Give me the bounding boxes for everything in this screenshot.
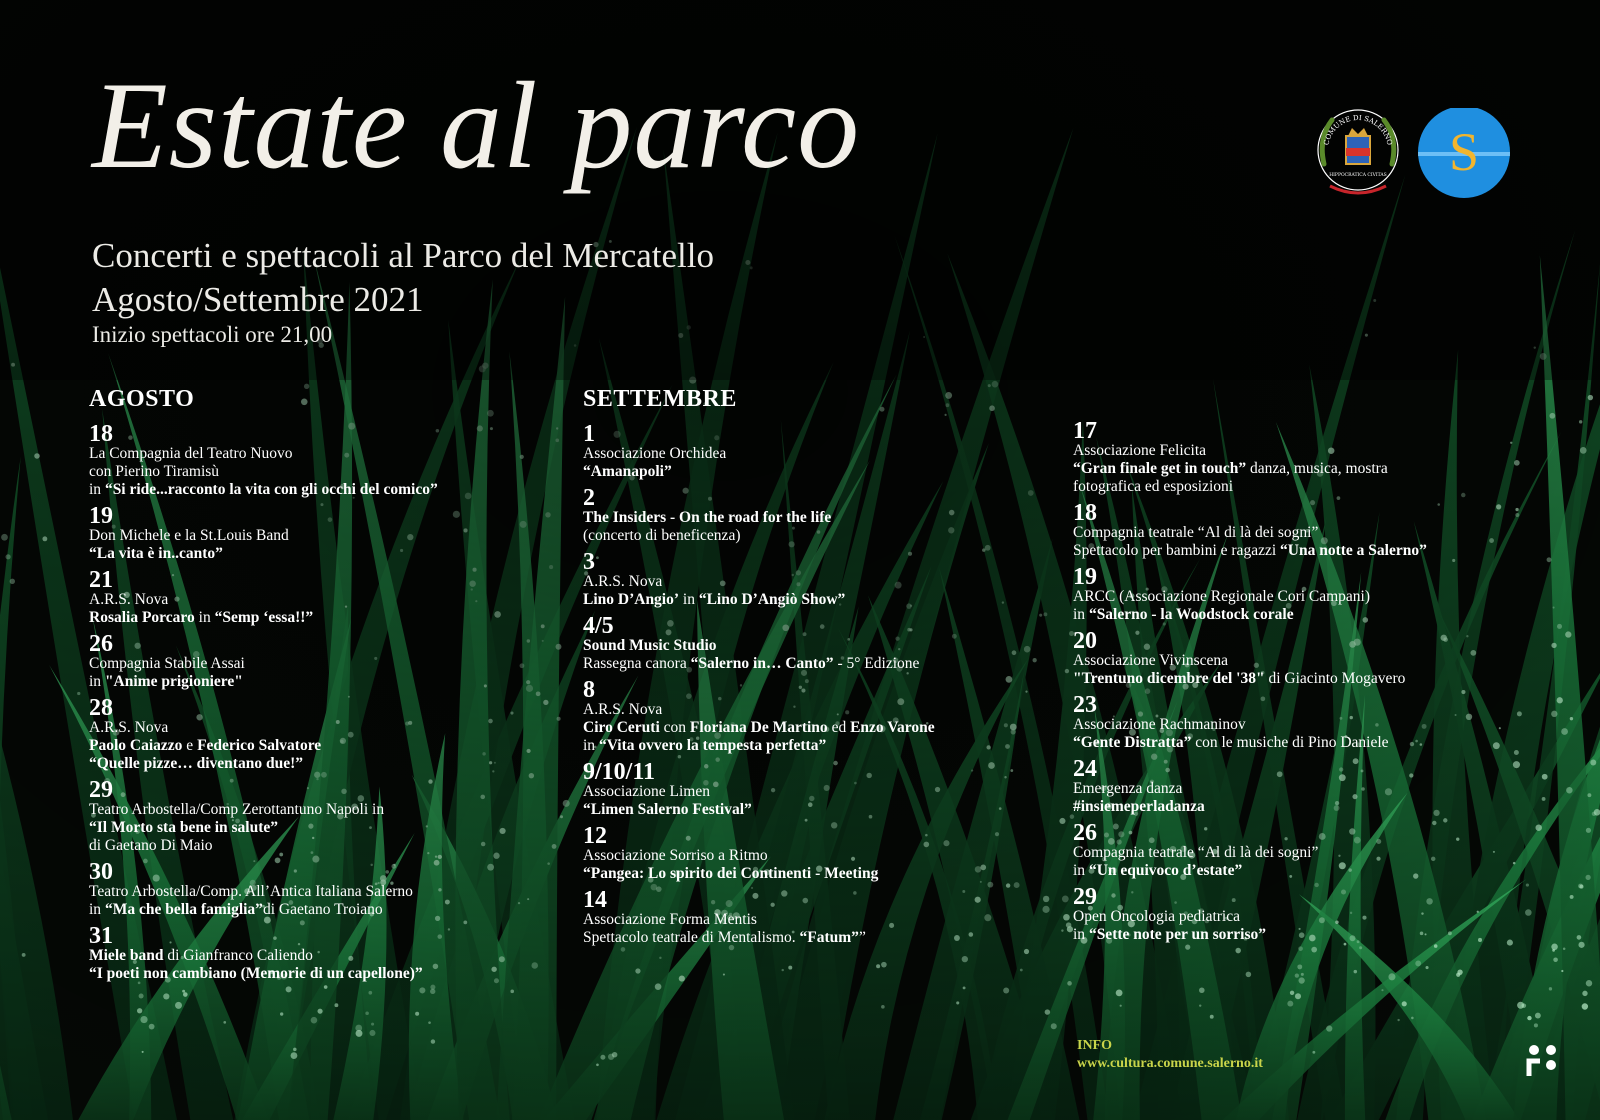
event-text: Don Michele e la St.Louis Band — [89, 527, 289, 544]
event-line — [583, 737, 1043, 755]
poster-subtitle: Concerti e spettacoli al Parco del Mercatello — [92, 236, 714, 275]
event-text: in — [89, 901, 105, 918]
event-text: Compagnia teatrale “Al di là dei sogni” — [1073, 524, 1319, 541]
event-text: Associazione Vivinscena — [1073, 652, 1229, 669]
event-line — [89, 609, 549, 627]
event-text: "Trentuno dicembre del '38" — [1073, 670, 1265, 687]
event-line — [89, 947, 549, 965]
event-line — [583, 463, 1043, 481]
comune-di-salerno-seal-icon — [1310, 108, 1510, 212]
event-text: di Giacinto Mogavero — [1264, 670, 1406, 687]
event-line — [1073, 926, 1573, 944]
logos — [1310, 108, 1510, 217]
event-text: Associazione Sorriso a Ritmo — [583, 847, 768, 864]
event-line — [1073, 524, 1573, 542]
seal-bottom-text: HIPPOCRATICA CIVITAS — [1329, 173, 1387, 178]
event-item — [89, 569, 549, 627]
event-text: Federico Salvatore — [197, 737, 322, 754]
event-text: Teatro Arbostella/Comp. All’Antica Italiana Salerno — [89, 883, 413, 900]
event-text: in — [194, 609, 215, 626]
event-line — [89, 527, 549, 545]
event-line — [583, 655, 1043, 673]
event-text: “Vita ovvero la tempesta perfetta” — [598, 737, 827, 754]
event-day: 19 — [89, 503, 113, 529]
event-text: “Il Morto sta bene in salute” — [89, 819, 279, 836]
poster-title: Estate al parco — [92, 57, 861, 194]
event-day: 31 — [89, 923, 113, 949]
event-day: 21 — [89, 567, 113, 593]
event-text: La Compagnia del Teatro Nuovo — [89, 445, 293, 462]
event-text: A.R.S. Nova — [583, 573, 663, 590]
event-line — [1073, 862, 1573, 880]
event-line — [583, 783, 1043, 801]
event-text: “Fatum” — [799, 929, 859, 946]
event-item — [89, 633, 549, 691]
event-text: Miele band — [89, 947, 164, 964]
event-item — [1073, 694, 1573, 752]
event-line — [583, 509, 1043, 527]
column-settembre-continued — [1073, 420, 1573, 950]
event-text: Floriana De Martino — [689, 719, 828, 736]
event-text: in — [89, 481, 105, 498]
event-line — [89, 719, 549, 737]
event-line — [89, 655, 549, 673]
event-line — [583, 719, 1043, 737]
event-text: “Gente Distratta” — [1073, 734, 1192, 751]
event-line — [583, 801, 1043, 819]
event-day: 8 — [583, 677, 595, 703]
event-text: Lino D’Angio’ — [583, 591, 680, 608]
event-text: Ciro Ceruti — [583, 719, 660, 736]
event-text: fotografica ed esposizioni — [1073, 478, 1234, 495]
event-text: in — [679, 591, 699, 608]
event-item — [89, 925, 549, 983]
event-day: 29 — [89, 777, 113, 803]
event-line — [89, 445, 549, 463]
event-line — [89, 819, 549, 837]
event-text: con — [659, 719, 690, 736]
event-text: “Gran finale get in touch” — [1073, 460, 1247, 477]
event-text: con le musiche di Pino Daniele — [1191, 734, 1389, 751]
event-line — [583, 573, 1043, 591]
event-day: 26 — [1073, 820, 1097, 846]
event-text: “Ma che bella famiglia” — [104, 901, 263, 918]
event-line — [583, 701, 1043, 719]
event-line — [1073, 542, 1573, 560]
event-item — [583, 551, 1043, 609]
organizer-logo-icon — [1526, 1043, 1560, 1077]
event-day: 28 — [89, 695, 113, 721]
event-day: 17 — [1073, 418, 1097, 444]
event-item — [89, 861, 549, 919]
event-text: A.R.S. Nova — [89, 719, 169, 736]
event-text: “Quelle pizze… diventano due!” — [89, 755, 303, 772]
event-line — [89, 463, 549, 481]
event-line — [1073, 798, 1573, 816]
event-text: ARCC (Associazione Regionale Cori Campani) — [1073, 588, 1371, 605]
event-text: “Pangea: Lo spirito dei Continenti - Meeting — [583, 865, 879, 882]
event-text: “Limen Salerno Festival” — [583, 801, 752, 818]
column-agosto — [89, 386, 549, 989]
event-item — [583, 487, 1043, 545]
s-logo-letter: S — [1448, 122, 1480, 182]
event-day: 4/5 — [583, 613, 614, 639]
event-line — [583, 527, 1043, 545]
month-heading: AGOSTO — [89, 386, 195, 412]
event-text: Emergenza danza — [1073, 780, 1183, 797]
s-logo-icon — [1418, 108, 1510, 198]
event-line — [1073, 460, 1573, 478]
info-label: INFO — [1077, 1038, 1112, 1053]
event-line — [583, 591, 1043, 609]
event-text: Spettacolo teatrale di Mentalismo. — [583, 929, 800, 946]
event-text: con Pierino Tiramisù — [89, 463, 220, 480]
event-item — [89, 779, 549, 855]
event-text: "Anime prigioniere" — [104, 673, 243, 690]
event-line — [583, 911, 1043, 929]
info-url[interactable]: www.cultura.comune.salerno.it — [1077, 1056, 1263, 1071]
event-line — [583, 929, 1043, 947]
event-line — [1073, 478, 1573, 496]
event-text: Spettacolo per bambini e ragazzi — [1073, 542, 1281, 559]
event-text: “Amanapoli” — [583, 463, 672, 480]
seal-top-text: COMUNE DI SALERNO — [1322, 113, 1394, 146]
event-line — [1073, 442, 1573, 460]
event-item — [583, 679, 1043, 755]
event-text: Rassegna canora — [583, 655, 691, 672]
event-day: 24 — [1073, 756, 1097, 782]
event-text: ed — [827, 719, 851, 736]
event-text: Sound Music Studio — [583, 637, 717, 654]
event-line — [1073, 844, 1573, 862]
event-text: Associazione Orchidea — [583, 445, 727, 462]
event-text: Associazione Rachmaninov — [1073, 716, 1246, 733]
event-item — [1073, 420, 1573, 496]
event-line — [1073, 652, 1573, 670]
event-line — [1073, 780, 1573, 798]
info-block — [1077, 1037, 1263, 1073]
event-item — [1073, 502, 1573, 560]
event-text: Teatro Arbostella/Comp Zerottantuno Napoli in — [89, 801, 385, 818]
event-line — [1073, 908, 1573, 926]
event-line — [583, 637, 1043, 655]
event-text: “Salerno - la Woodstock corale — [1088, 606, 1294, 623]
event-item — [1073, 758, 1573, 816]
event-text: “Lino D’Angiò Show” — [698, 591, 846, 608]
event-line — [1073, 670, 1573, 688]
event-text: A.R.S. Nova — [583, 701, 663, 718]
event-line — [1073, 588, 1573, 606]
event-item — [583, 423, 1043, 481]
event-item — [89, 423, 549, 499]
poster-dates: Agosto/Settembre 2021 — [92, 280, 424, 319]
event-text: “Una notte a Salerno” — [1280, 542, 1427, 559]
event-text: “La vita è in..canto” — [89, 545, 223, 562]
event-line — [1073, 716, 1573, 734]
event-text: “I poeti non cambiano (Memorie di un capellone)” — [89, 965, 423, 982]
event-text: danza, musica, mostra — [1246, 460, 1388, 477]
event-day: 14 — [583, 887, 607, 913]
event-text: Associazione Limen — [583, 783, 710, 800]
event-day: 18 — [1073, 500, 1097, 526]
event-text: in — [89, 673, 105, 690]
event-line — [1073, 734, 1573, 752]
event-item — [1073, 630, 1573, 688]
event-day: 2 — [583, 485, 595, 511]
event-text: in — [583, 737, 599, 754]
month-heading: SETTEMBRE — [583, 386, 737, 412]
event-day: 26 — [89, 631, 113, 657]
poster-start-time: Inizio spettacoli ore 21,00 — [92, 322, 333, 347]
event-text: di Gaetano Troiano — [262, 901, 383, 918]
event-day: 29 — [1073, 884, 1097, 910]
column-settembre — [583, 386, 1043, 953]
event-text: di Gaetano Di Maio — [89, 837, 213, 854]
event-item — [583, 761, 1043, 819]
event-item — [89, 505, 549, 563]
event-text: in — [1073, 862, 1089, 879]
event-day: 1 — [583, 421, 595, 447]
event-text: in — [1073, 926, 1089, 943]
event-line — [583, 445, 1043, 463]
event-day: 9/10/11 — [583, 759, 656, 785]
event-item — [583, 615, 1043, 673]
event-line — [89, 591, 549, 609]
event-line — [1073, 606, 1573, 624]
event-item — [89, 697, 549, 773]
event-day: 3 — [583, 549, 595, 575]
event-line — [583, 847, 1043, 865]
event-day: 19 — [1073, 564, 1097, 590]
event-day: 12 — [583, 823, 607, 849]
event-text: “Sette note per un sorriso” — [1088, 926, 1267, 943]
event-day: 30 — [89, 859, 113, 885]
event-text: (concerto di beneficenza) — [583, 527, 741, 544]
event-text: “Salerno in… Canto” — [690, 655, 834, 672]
event-text: A.R.S. Nova — [89, 591, 169, 608]
event-text: Enzo Varone — [850, 719, 935, 736]
event-line — [89, 545, 549, 563]
event-item — [1073, 822, 1573, 880]
event-text: di Gianfranco Caliendo — [163, 947, 313, 964]
event-line — [89, 837, 549, 855]
event-text: #insiemeperladanza — [1073, 798, 1205, 815]
event-line — [89, 801, 549, 819]
event-line — [89, 883, 549, 901]
event-line — [89, 481, 549, 499]
event-day: 18 — [89, 421, 113, 447]
event-item — [583, 889, 1043, 947]
event-text: Open Oncologia pediatrica — [1073, 908, 1240, 925]
event-day: 20 — [1073, 628, 1097, 654]
event-day: 23 — [1073, 692, 1097, 718]
event-text: Rosalia Porcaro — [89, 609, 195, 626]
event-item — [1073, 566, 1573, 624]
event-text: ” — [858, 929, 866, 946]
event-line — [89, 737, 549, 755]
event-text: Paolo Caiazzo — [89, 737, 183, 754]
event-text: - 5° Edizione — [833, 655, 920, 672]
event-line — [583, 865, 1043, 883]
event-line — [89, 755, 549, 773]
event-line — [89, 901, 549, 919]
event-text: e — [182, 737, 198, 754]
event-text: The Insiders - On the road for the life — [583, 509, 832, 526]
event-line — [89, 673, 549, 691]
event-item — [583, 825, 1043, 883]
event-text: Associazione Felicita — [1073, 442, 1206, 459]
event-text: “Un equivoco d’estate” — [1088, 862, 1243, 879]
event-text: Associazione Forma Mentis — [583, 911, 757, 928]
event-text: “Si ride...racconto la vita con gli occhi del comico” — [104, 481, 438, 498]
event-line — [89, 965, 549, 983]
event-text: Compagnia teatrale “Al di là dei sogni” — [1073, 844, 1319, 861]
event-text: Compagnia Stabile Assai — [89, 655, 245, 672]
event-item — [1073, 886, 1573, 944]
event-text: in — [1073, 606, 1089, 623]
event-text: “Semp ‘essa!!” — [214, 609, 314, 626]
